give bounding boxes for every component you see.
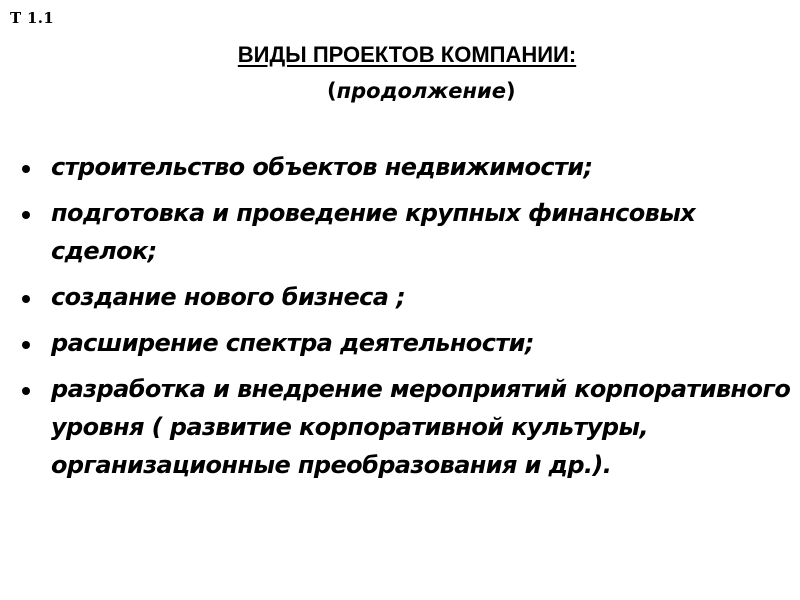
bullet-item [22,324,792,362]
bullet-text: подготовка и проведение крупных финансовых сделок; [51,199,696,265]
bullet-dot-icon [22,211,30,219]
bullet-item [22,148,792,186]
slide-subtitle [327,79,516,103]
bullet-dot-icon [22,341,30,349]
subtitle-open-paren: ( [327,79,337,103]
bullet-dot-icon [22,165,30,173]
slide-title [0,42,800,68]
bullet-text: создание нового бизнеса ; [51,283,406,311]
bullet-item [22,194,792,270]
bullet-item [22,370,792,484]
subtitle-text: продолжение [336,79,506,103]
bullet-dot-icon [22,295,30,303]
bullet-text: расширение спектра деятельности; [51,329,534,357]
bullet-text: строительство объектов недвижимости; [51,153,593,181]
slide-title-text: ВИДЫ ПРОЕКТОВ КОМПАНИИ: [237,42,577,67]
bullet-dot-icon [22,387,30,395]
subtitle-close-paren: ) [505,79,516,103]
slide-code-label: Т 1.1 [10,9,54,27]
bullet-item [22,278,792,316]
bullet-text: разработка и внедрение мероприятий корпоративного уровня ( развитие корпоративной культуры, организационные преобразования и др.). [51,375,791,479]
bullet-list [22,148,792,492]
